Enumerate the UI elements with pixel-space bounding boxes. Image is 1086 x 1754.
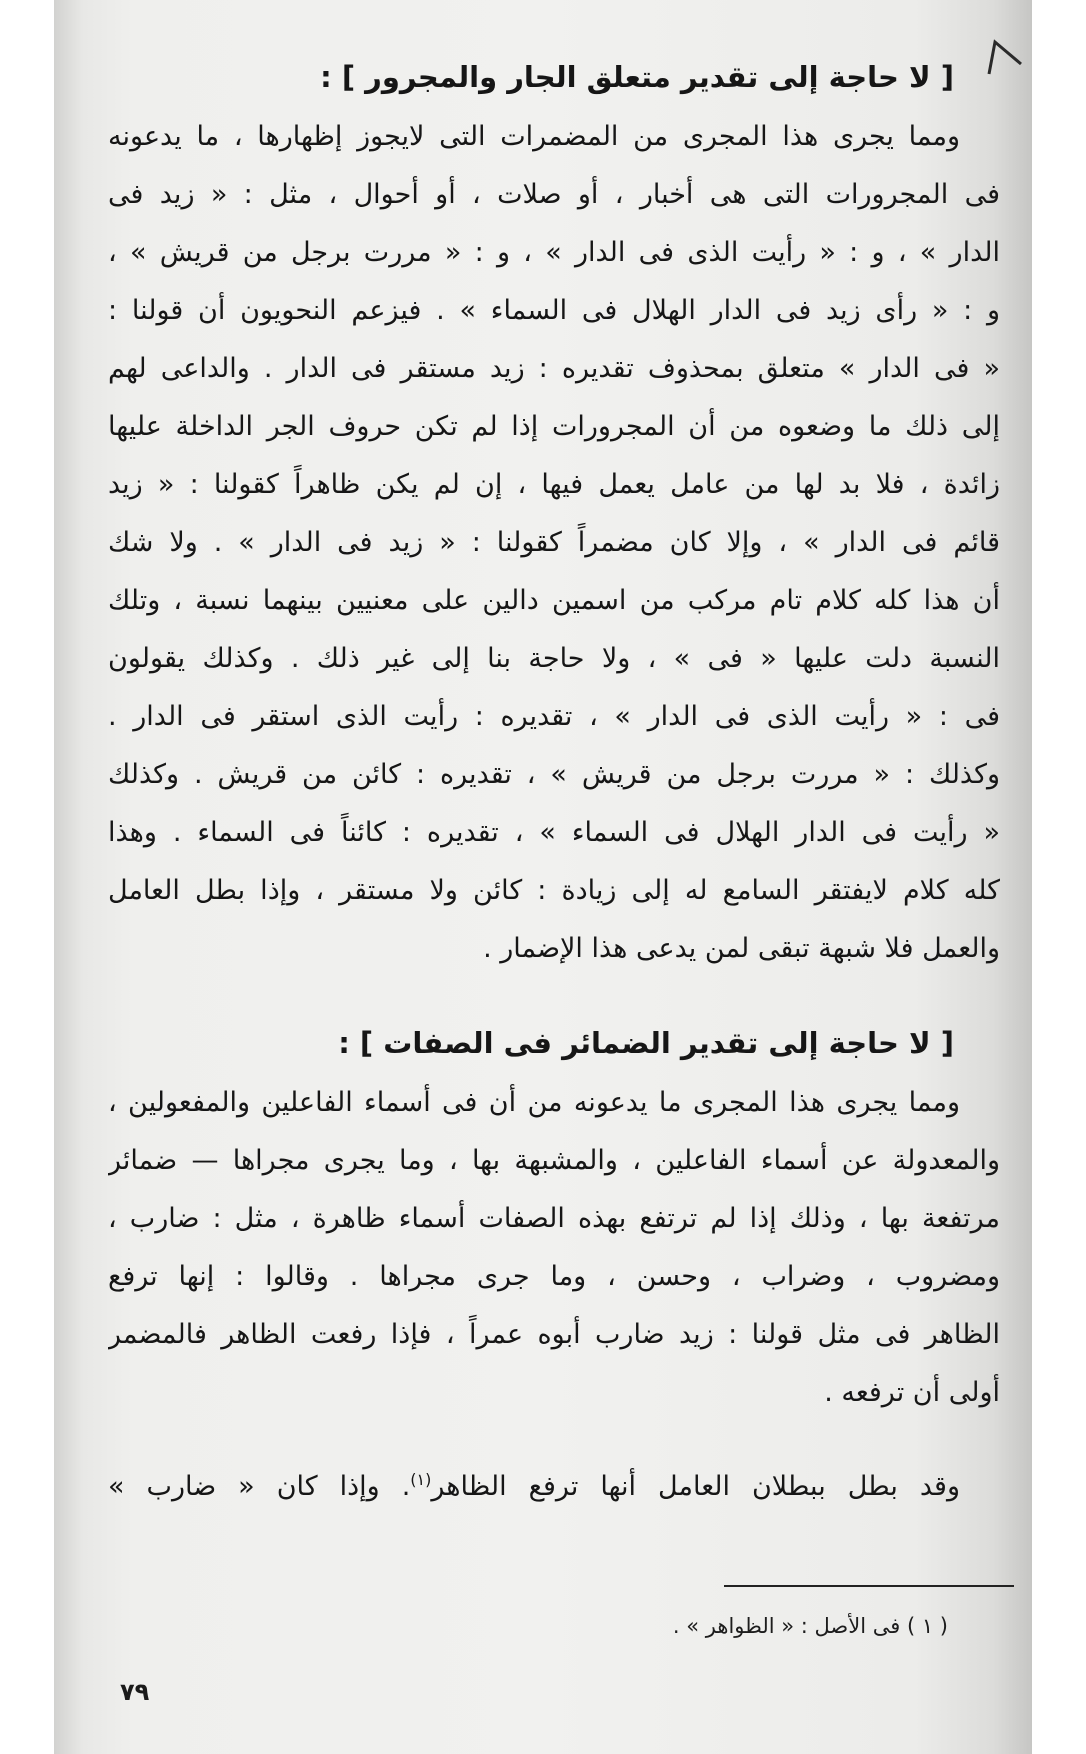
text-line: ومما يجرى هذا المجرى ما يدعونه من أن فى أسماء الفاعلين والمفعولين ، xyxy=(108,1087,960,1118)
text-line: « رأيت فى الدار الهلال فى السماء » ، تقديره : كائناً فى السماء . وهذا xyxy=(108,817,1000,848)
section-heading-jar-majrur: [ لا حاجة إلى تقدير متعلق الجار والمجرور ] : xyxy=(320,60,954,94)
text-line: مرتفعة بها ، وذلك إذا لم ترتفع بهذه الصفات أسماء ظاهرة ، مثل : ضارب ، xyxy=(108,1203,1000,1234)
text-line: زائدة ، فلا بد لها من عامل يعمل فيها ، إن لم يكن ظاهراً كقولنا : « زيد xyxy=(108,469,1000,500)
spacer xyxy=(108,978,1000,1012)
text-line: أن هذا كله كلام تام مركب من اسمين دالين على معنيين بينهما نسبة ، وتلك xyxy=(108,585,1000,616)
text-line: قائم فى الدار » ، وإلا كان مضمراً كقولنا : « زيد فى الدار » . ولا شك xyxy=(108,527,1000,558)
text-line: فى المجرورات التى هى أخبار ، أو صلات ، أو أحوال ، مثل : « زيد فى xyxy=(108,179,1000,210)
text-line: إلى ذلك ما وضعوه من أن المجرورات إذا لم تكن حروف الجر الداخلة عليها xyxy=(108,411,1000,442)
text-line: ومضروب ، وضراب ، وحسن ، وما جرى مجراها . وقالوا : إنها ترفع xyxy=(108,1261,1000,1292)
text-line: النسبة دلت عليها « فى » ، ولا حاجة بنا إلى غير ذلك . وكذلك يقولون xyxy=(108,643,1000,674)
text-line: الدار » ، و : « رأيت الذى فى الدار » ، و : « مررت برجل من قريش » ، xyxy=(108,237,1000,268)
text-line xyxy=(108,1458,1000,1516)
footnote: ( ١ ) فى الأصل : « الظواهر » . xyxy=(672,1614,948,1638)
text-line: أولى أن ترفعه . xyxy=(824,1377,1000,1408)
text-line: الظاهر فى مثل قولنا : زيد ضارب أبوه عمراً ، فإذا رفعت الظاهر فالمضمر xyxy=(108,1319,1000,1350)
text-line: كله كلام لايفتقر السامع له إلى زيادة : كائن ولا مستقر ، وإذا بطل العامل xyxy=(108,875,1000,906)
text-line: « فى الدار » متعلق بمحذوف تقديره : زيد مستقر فى الدار . والداعى لهم xyxy=(108,353,1000,384)
text-line: و : « رأى زيد فى الدار الهلال فى السماء » . فيزعم النحويون أن قولنا : xyxy=(108,295,1000,326)
book-page xyxy=(108,46,1000,1516)
text-line: والمعدولة عن أسماء الفاعلين ، والمشبهة بها ، وما يجرى مجراها — ضمائر xyxy=(108,1145,1000,1176)
text-fragment: . وإذا كان « ضارب » xyxy=(108,1471,411,1502)
paragraph-damair-sifat xyxy=(108,1074,1000,1422)
footnote-divider xyxy=(724,1585,1014,1587)
footnote-reference: (١) xyxy=(410,1470,432,1489)
text-line: وكذلك : « مررت برجل من قريش » ، تقديره : كائن من قريش . وكذلك xyxy=(108,759,1000,790)
text-line: ومما يجرى هذا المجرى من المضمرات التى لايجوز إظهارها ، ما يدعونه xyxy=(108,121,960,152)
spacer xyxy=(108,1422,1000,1458)
text-line: فى : « رأيت الذى فى الدار » ، تقديره : رأيت الذى استقر فى الدار . xyxy=(108,701,1000,732)
text-line: والعمل فلا شبهة تبقى لمن يدعى هذا الإضمار . xyxy=(483,933,1000,964)
paragraph-butlan-amil xyxy=(108,1458,1000,1516)
page-number: ٧٩ xyxy=(120,1678,150,1706)
paragraph-jar-majrur xyxy=(108,108,1000,978)
section-heading-damair-sifat: [ لا حاجة إلى تقدير الضمائر فى الصفات ] : xyxy=(338,1026,954,1060)
page-margin xyxy=(1032,0,1086,1754)
text-fragment: وقد بطل ببطلان العامل أنها ترفع الظاهر xyxy=(431,1471,960,1502)
